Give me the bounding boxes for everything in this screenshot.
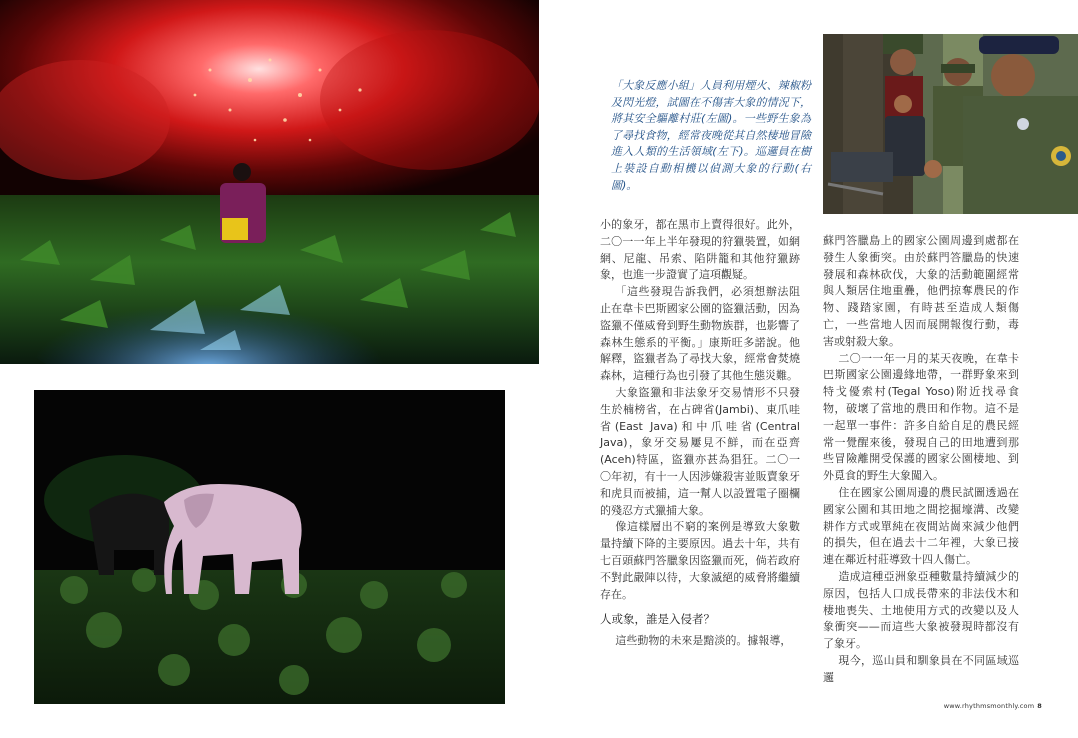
paragraph: 小的象牙，都在黑市上賣得很好。此外，二〇一一年上半年發現的狩獵裝置，如網網、尼龍、吊索、陷阱籠和其他狩獵跡象，也進一步證實了這項觀疑。: [600, 218, 800, 282]
article-column-left: [600, 217, 800, 650]
section-subheading: 人或象，誰是入侵者？: [600, 612, 715, 627]
photo-elephant-night: [34, 390, 505, 704]
paragraph: 現今，巡山員和馴象員在不同區域巡邏: [823, 653, 1019, 684]
paragraph: 大象盜獵和非法象牙交易情形不只發生於楠榜省，在占碑省(Jambi)、東爪哇省(East Java)和中爪哇省(Central Java)，象牙交易屢見不鮮，而在亞齊(Aceh)特區，盜獵亦甚為猖狂。二〇一〇年初，有十一人因涉嫌殺害並販賣象牙和虎貝而被捕，這一幫人以設置電子圈欄的殘忍方式獵捕大象。: [600, 385, 800, 517]
paragraph: 這些動物的未來是黯淡的。據報導，: [615, 634, 792, 648]
article-column-right: [823, 233, 1019, 687]
photo-caption: 「大象反應小組」人員利用煙火、辣椒粉及閃光燈，試圖在不傷害大象的情況下，將其安全驅離村莊(左圖)。一些野生象為了尋找食物，經常夜晚從其自然棲地冒險進入人類的生活領域(左下)。巡邏員在樹上裝設自動相機以偵測大象的行動(右圖)。: [611, 79, 811, 192]
paragraph: 住在國家公園周邊的農民試圖透過在國家公園和其田地之間挖掘壕溝、改變耕作方式或單純在夜間站崗來減少他們的損失，但在過去十二年裡，大象已接連在鄰近村莊導致十四人傷亡。: [823, 485, 1019, 567]
elephant-scene: [34, 390, 505, 704]
footer-url: www.rhythmsmonthly.com: [943, 702, 1035, 710]
photo-fireworks-field: [0, 0, 539, 364]
page-footer: [944, 702, 1042, 710]
paragraph: 二〇一一年一月的某天夜晚，在韋卡巴斯國家公園邊緣地帶，一群野象來到特戈優索村(Tegal Yoso)附近找尋食物，破壞了當地的農田和作物。這不是一起單一事件：許多自給自足的農民經常一覺醒來後，發現自己的田地遭到那些冒險離開受保護的國家公園棲地、到外覓食的野生大象闖入。: [823, 351, 1019, 483]
fireworks-scene: [0, 0, 539, 364]
photo-rangers-camera-trap: [823, 34, 1078, 214]
page-number: 8: [1037, 702, 1042, 710]
paragraph: 「這些發現告訴我們，必須想辦法阻止在韋卡巴斯國家公園的盜獵活動，因為盜獵不僅威脅到野生動物族群，也影響了森林生態系的平衡。」康斯旺多諾說。他解釋，盜獵者為了尋找大象，經常會焚燒森林，這種行為也引發了其他生態災難。: [600, 285, 800, 383]
paragraph: 造成這種亞洲象亞種數量持續減少的原因，包括人口成長帶來的非法伐木和棲地喪失、土地使用方式的改變以及人象衝突——而這些大象被發現時都沒有了象牙。: [823, 569, 1019, 651]
paragraph: 像這樣層出不窮的案例是導致大象數量持續下降的主要原因。過去十年，共有七百頭蘇門答臘象因盜獵而死，倘若政府不對此嚴陣以待，大象滅絕的威脅將繼續存在。: [600, 520, 800, 601]
rangers-scene: [823, 34, 1078, 214]
paragraph: 蘇門答臘島上的國家公園周邊到處都在發生人象衝突。由於蘇門答臘島的快速發展和森林砍伐，大象的活動範圍經常與人類居住地重疊，他們掠奪農民的作物、踐踏家園，有時甚至造成人類傷亡，一些當地人因而展開報復行動，毒害或射殺大象。: [823, 234, 1019, 348]
